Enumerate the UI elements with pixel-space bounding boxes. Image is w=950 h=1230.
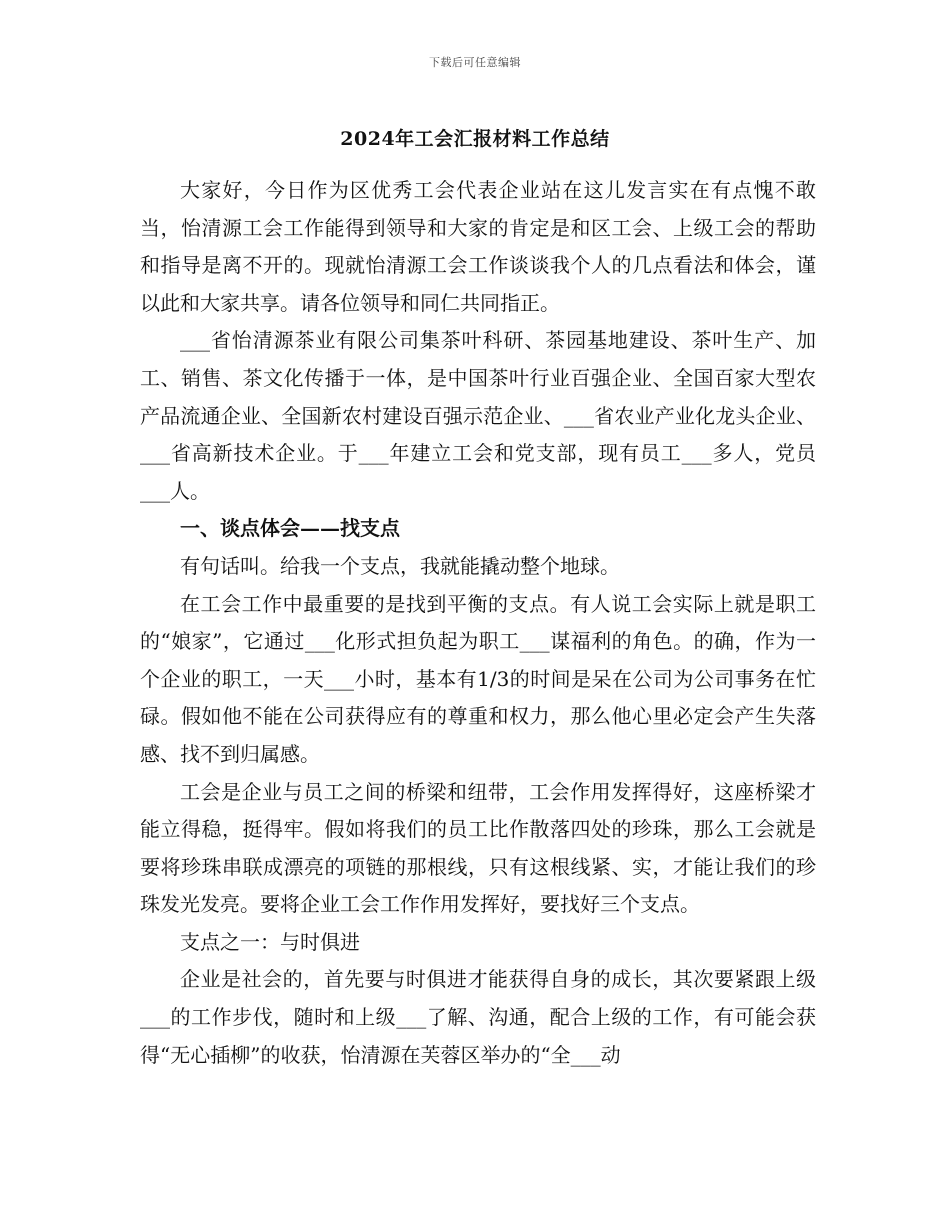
paragraph-balance-point: 在工会工作中最重要的是找到平衡的支点。有人说工会实际上就是职工的“娘家”，它通过___化形式担负起为职工___谋福利的角色。的确，作为一个企业的职工，一天___小时，基本有1/3的时间是呆在公司为公司事务在忙碌。假如他不能在公司获得应有的尊重和权力，那么他心里必定会产生失落感、找不到归属感。 <box>140 591 816 766</box>
subheading-pivot-one: 支点之一：与时俱进 <box>180 929 360 954</box>
page-header-note: 下载后可任意编辑 <box>429 56 521 69</box>
paragraph-company-profile: ___省怡清源茶业有限公司集茶叶科研、茶园基地建设、茶叶生产、加工、销售、茶文化传播于一体，是中国茶叶行业百强企业、全国百家大型农产品流通企业、全国新农村建设百强示范企业、___省农业产业化龙头企业、___省高新技术企业。于___年建立工会和党支部，现有员工___多人，党员___人。 <box>140 328 816 503</box>
section-heading: 一、谈点体会——找支点 <box>180 516 400 541</box>
document-title: 2024年工会汇报材料工作总结 <box>340 128 610 150</box>
paragraph-quote: 有句话叫。给我一个支点，我就能撬动整个地球。 <box>180 553 620 578</box>
paragraph-intro: 大家好，今日作为区优秀工会代表企业站在这儿发言实在有点愧不敢当，怡清源工会工作能得到领导和大家的肯定是和区工会、上级工会的帮助和指导是离不开的。现就怡清源工会工作谈谈我个人的几点看法和体会，谨以此和大家共享。请各位领导和同仁共同指正。 <box>140 178 816 315</box>
paragraph-keep-pace: 企业是社会的，首先要与时俱进才能获得自身的成长，其次要紧跟上级___的工作步伐，随时和上级___了解、沟通，配合上级的工作，有可能会获得“无心插柳”的收获，怡清源在芙蓉区举办的“全___动 <box>140 967 816 1067</box>
paragraph-bridge: 工会是企业与员工之间的桥梁和纽带，工会作用发挥得好，这座桥梁才能立得稳，挺得牢。假如将我们的员工比作散落四处的珍珠，那么工会就是要将珍珠串联成漂亮的项链的那根线，只有这根线紧、实，才能让我们的珍珠发光发亮。要将企业工会工作作用发挥好，要找好三个支点。 <box>140 779 816 917</box>
document-body <box>140 172 816 1074</box>
